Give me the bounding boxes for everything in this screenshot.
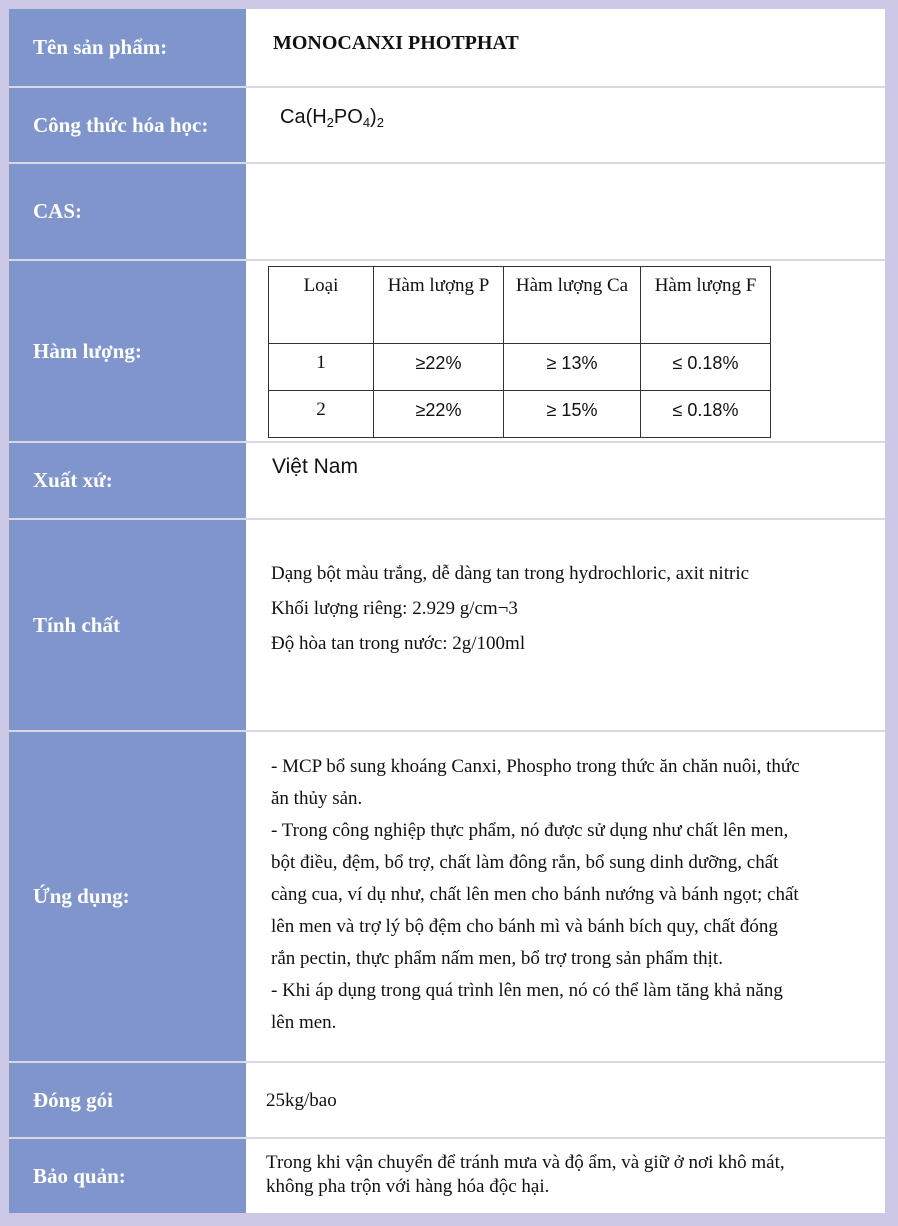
text-line: Khối lượng riêng: 2.929 g/cm¬3 <box>271 598 518 619</box>
row-content <box>9 261 885 441</box>
text-line: rắn pectin, thực phẩm nấm men, bổ trợ trong sản phẩm thịt. <box>271 948 723 969</box>
text-line: - Trong công nghiệp thực phẩm, nó được sử dụng như chất lên men, <box>271 820 789 841</box>
spec-sheet <box>9 9 885 1213</box>
origin-label: Xuất xứ: <box>9 443 246 518</box>
text-line: - Khi áp dụng trong quá trình lên men, nó có thể làm tăng khả năng <box>271 980 783 1001</box>
table-header-row <box>269 267 771 344</box>
product-name-value: MONOCANXI PHOTPHAT <box>273 32 519 54</box>
row-properties <box>9 520 885 730</box>
row-storage <box>9 1139 885 1213</box>
properties-text <box>271 556 749 661</box>
table-cell: ≥22% <box>374 344 504 391</box>
text-line: Độ hòa tan trong nước: 2g/100ml <box>271 633 526 654</box>
packing-value: 25kg/bao <box>266 1090 337 1111</box>
text-line: Trong khi vận chuyển để tránh mưa và độ ẩm, và giữ ở nơi khô mát, <box>266 1152 785 1173</box>
row-product-name <box>9 9 885 86</box>
table-header: Hàm lượng P <box>374 267 504 344</box>
cas-label: CAS: <box>9 164 246 259</box>
text-line: lên men và trợ lý bộ đệm cho bánh mì và bánh bích quy, chất đóng <box>271 916 778 937</box>
product-name-label: Tên sản phẩm: <box>9 9 246 86</box>
table-cell: 1 <box>269 344 374 391</box>
table-cell: ≥22% <box>374 391 504 438</box>
row-origin <box>9 443 885 518</box>
cas-value <box>246 164 885 259</box>
applications-text <box>271 751 800 1039</box>
origin-value: Việt Nam <box>272 455 358 478</box>
table-cell: ≥ 15% <box>504 391 641 438</box>
row-packing <box>9 1063 885 1137</box>
row-cas <box>9 164 885 259</box>
table-cell: ≤ 0.18% <box>641 391 771 438</box>
table-cell: 2 <box>269 391 374 438</box>
table-header: Loại <box>269 267 374 344</box>
storage-text <box>266 1151 785 1199</box>
content-label: Hàm lượng: <box>9 261 246 441</box>
table-header: Hàm lượng F <box>641 267 771 344</box>
row-formula <box>9 88 885 162</box>
text-line: lên men. <box>271 1012 337 1033</box>
table-cell: ≥ 13% <box>504 344 641 391</box>
table-cell: ≤ 0.18% <box>641 344 771 391</box>
table-row <box>269 391 771 438</box>
text-line: bột điều, đệm, bổ trợ, chất làm đông rắn, bổ sung dinh dưỡng, chất <box>271 852 779 873</box>
properties-label: Tính chất <box>9 520 246 730</box>
text-line: không pha trộn với hàng hóa độc hại. <box>266 1176 550 1197</box>
table-row <box>269 344 771 391</box>
formula-label: Công thức hóa học: <box>9 88 246 162</box>
applications-label: Ứng dụng: <box>9 732 246 1061</box>
content-table <box>268 266 771 438</box>
text-line: - MCP bổ sung khoáng Canxi, Phospho trong thức ăn chăn nuôi, thức <box>271 756 800 777</box>
table-header: Hàm lượng Ca <box>504 267 641 344</box>
text-line: Dạng bột màu trắng, dễ dàng tan trong hydrochloric, axit nitric <box>271 563 750 584</box>
row-applications <box>9 732 885 1061</box>
text-line: ăn thủy sản. <box>271 788 363 809</box>
packing-label: Đóng gói <box>9 1063 246 1137</box>
text-line: càng cua, ví dụ như, chất lên men cho bánh nướng và bánh ngọt; chất <box>271 884 799 905</box>
formula-value: $Ca(H_2PO_4)_2$ <box>280 106 384 130</box>
storage-label: Bảo quản: <box>9 1139 246 1213</box>
